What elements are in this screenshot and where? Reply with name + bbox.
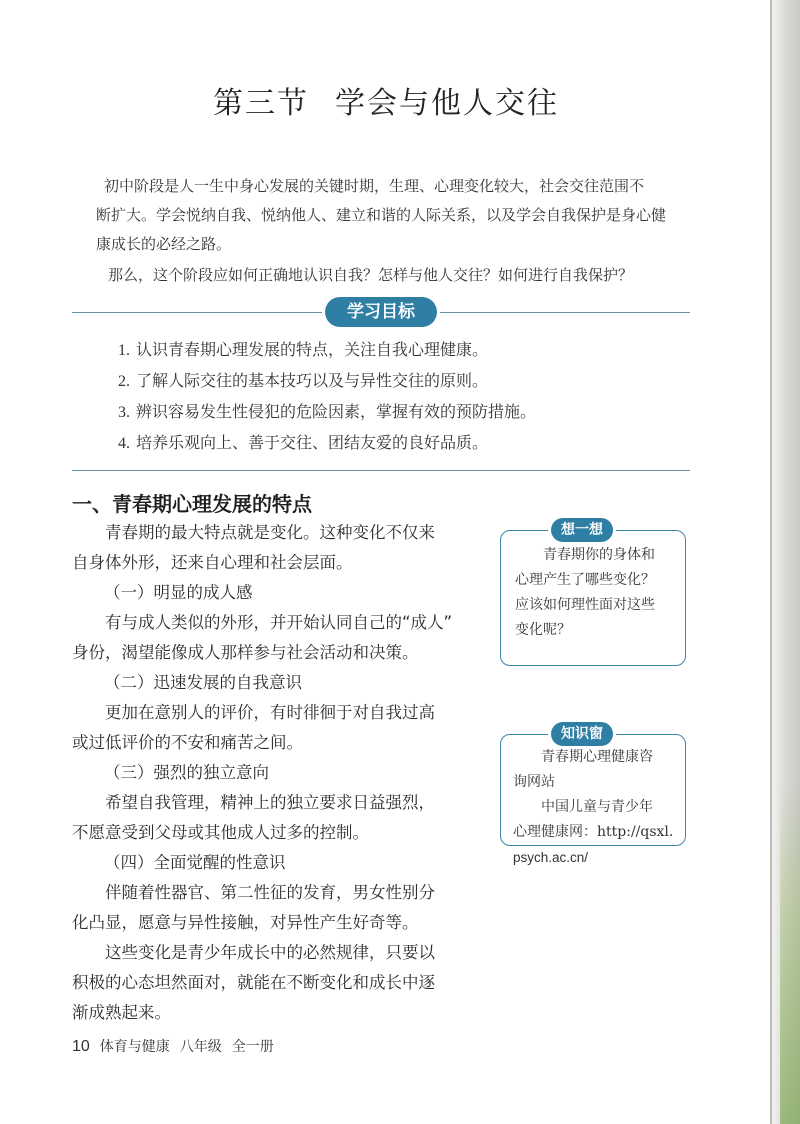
body-line: 渐成熟起来。 — [72, 1003, 171, 1022]
knowledge-badge: 知识窗 — [551, 722, 613, 746]
page-title — [0, 78, 772, 122]
knowledge-line: 中国儿童与青少年 — [541, 799, 653, 815]
goal-item: 3. 辨识容易发生性侵犯的危险因素，掌握有效的预防措施。 — [118, 402, 537, 421]
body-line: 更加在意别人的评价，有时徘徊于对自我过高 — [105, 703, 435, 722]
footer-grade: 八年级 — [179, 1039, 222, 1055]
knowledge-line: 心理健康网：http://qsxl. — [513, 824, 674, 840]
intro-line: 断扩大。学会悦纳自我、悦纳他人、建立和谐的人际关系，以及学会自我保护是身心健 — [96, 206, 667, 224]
knowledge-line: 青春期心理健康咨 — [541, 749, 653, 765]
goals-list — [118, 335, 678, 459]
body-line: 不愿意受到父母或其他成人过多的控制。 — [72, 823, 369, 842]
goals-bottom-rule — [72, 470, 690, 471]
subheading: （一）明显的成人感 — [104, 583, 253, 602]
section-body — [72, 518, 488, 1028]
section-number: 第三节 — [213, 86, 309, 121]
body-line: 有与成人类似的外形，并开始认同自己的“成人” — [105, 613, 453, 632]
goal-item: 4. 培养乐观向上、善于交往、团结友爱的良好品质。 — [118, 433, 489, 452]
intro-line: 康成长的必经之路。 — [96, 235, 232, 253]
section-title: 学会与他人交往 — [335, 86, 559, 121]
think-line: 青春期你的身体和 — [543, 547, 655, 563]
goal-item: 1. 认识青春期心理发展的特点，关注自我心理健康。 — [118, 340, 489, 359]
body-line: 这些变化是青少年成长中的必然规律，只要以 — [105, 943, 435, 962]
body-line: 身份，渴望能像成人那样参与社会活动和决策。 — [72, 643, 419, 662]
think-box — [500, 522, 686, 666]
body-line: 或过低评价的不安和痛苦之间。 — [72, 733, 303, 752]
subheading: （四）全面觉醒的性意识 — [104, 853, 286, 872]
footer-volume: 全一册 — [231, 1039, 274, 1055]
think-line: 应该如何理性面对这些 — [515, 597, 655, 613]
goals-badge: 学习目标 — [325, 297, 437, 327]
body-line: 伴随着性器官、第二性征的发育，男女性别分 — [105, 883, 435, 902]
knowledge-line: 询网站 — [513, 774, 555, 790]
subheading: （三）强烈的独立意向 — [104, 763, 269, 782]
page-number: 10 — [72, 1038, 90, 1055]
intro-line: 初中阶段是人一生中身心发展的关键时期，生理、心理变化较大，社会交往范围不 — [104, 177, 645, 195]
page-footer — [72, 1036, 274, 1056]
think-line: 变化呢？ — [515, 622, 571, 638]
intro-paragraph — [96, 172, 696, 290]
body-line: 积极的心态坦然面对，就能在不断变化和成长中逐 — [72, 973, 435, 992]
think-badge: 想一想 — [551, 518, 613, 542]
knowledge-url: psych.ac.cn/ — [513, 850, 589, 865]
intro-line: 那么，这个阶段应如何正确地认识自我？怎样与他人交往？如何进行自我保护？ — [108, 266, 634, 284]
think-line: 心理产生了哪些变化？ — [515, 572, 655, 588]
body-line: 自身体外形，还来自心理和社会层面。 — [72, 553, 353, 572]
knowledge-box — [500, 726, 686, 865]
body-line: 化凸显，愿意与异性接触，对异性产生好奇等。 — [72, 913, 419, 932]
section-heading: 一、青春期心理发展的特点 — [72, 492, 312, 516]
page-edge-tint — [780, 780, 800, 1124]
goal-item: 2. 了解人际交往的基本技巧以及与异性交往的原则。 — [118, 371, 489, 390]
body-line: 青春期的最大特点就是变化。这种变化不仅来 — [105, 523, 435, 542]
body-line: 希望自我管理，精神上的独立要求日益强烈， — [105, 793, 435, 812]
footer-subject: 体育与健康 — [99, 1039, 170, 1055]
subheading: （二）迅速发展的自我意识 — [104, 673, 302, 692]
